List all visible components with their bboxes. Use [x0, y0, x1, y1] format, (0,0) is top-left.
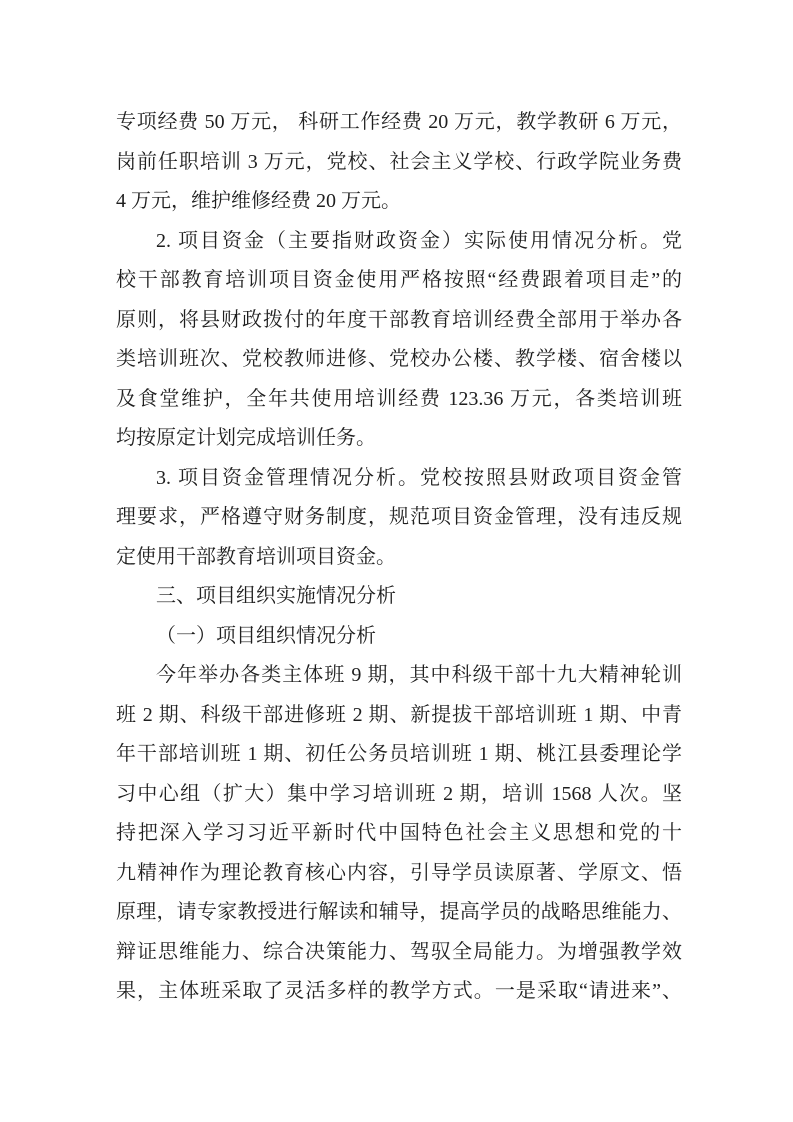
text-line: 及食堂维护，全年共使用培训经费 123.36 万元，各类培训班 [116, 387, 682, 410]
text-line: 2. 项目资金（主要指财政资金）实际使用情况分析。党 [156, 229, 682, 252]
text-line: 定使用干部教育培训项目资金。 [116, 545, 396, 568]
section-heading-line: （一）项目组织情况分析 [156, 624, 376, 647]
text-line: 校干部教育培训项目资金使用严格按照“经费跟着项目走”的 [116, 269, 682, 291]
text-line: 类培训班次、党校教师进修、党校办公楼、教学楼、宿舍楼以 [116, 348, 682, 370]
section-heading-line: 三、项目组织实施情况分析 [156, 585, 396, 607]
text-line: 岗前任职培训 3 万元，党校、社会主义学校、行政学院业务费 [116, 150, 682, 173]
text-line: 班 2 期、科级干部进修班 2 期、新提拔干部培训班 1 期、中青 [116, 703, 682, 726]
text-line: 持把深入学习习近平新时代中国特色社会主义思想和党的十 [116, 822, 682, 844]
text-line: 理要求，严格遵守财务制度，规范项目资金管理，没有违反规 [116, 506, 682, 528]
text-line: 习中心组（扩大）集中学习培训班 2 期，培训 1568 人次。坚 [116, 782, 682, 805]
text-line: 专项经费 50 万元， 科研工作经费 20 万元，教学教研 6 万元， [116, 111, 682, 133]
text-line: 3. 项目资金管理情况分析。党校按照县财政项目资金管 [156, 466, 682, 489]
text-line: 均按原定计划完成培训任务。 [116, 427, 376, 449]
text-line: 原则，将县财政拨付的年度干部教育培训经费全部用于举办各 [116, 308, 682, 331]
text-line: 辩证思维能力、综合决策能力、驾驭全局能力。为增强教学效 [116, 940, 682, 963]
text-line: 4 万元，维护维修经费 20 万元。 [116, 190, 401, 212]
text-line: 年干部培训班 1 期、初任公务员培训班 1 期、桃江县委理论学 [116, 743, 682, 765]
text-line: 果，主体班采取了灵活多样的教学方式。一是采取“请进来”、 [116, 980, 682, 1002]
text-line: 今年举办各类主体班 9 期，其中科级干部十九大精神轮训 [156, 664, 682, 686]
document-content [116, 103, 682, 1012]
text-line: 原理，请专家教授进行解读和辅导，提高学员的战略思维能力、 [116, 901, 682, 923]
text-line: 九精神作为理论教育核心内容，引导学员读原著、学原文、悟 [116, 861, 682, 884]
